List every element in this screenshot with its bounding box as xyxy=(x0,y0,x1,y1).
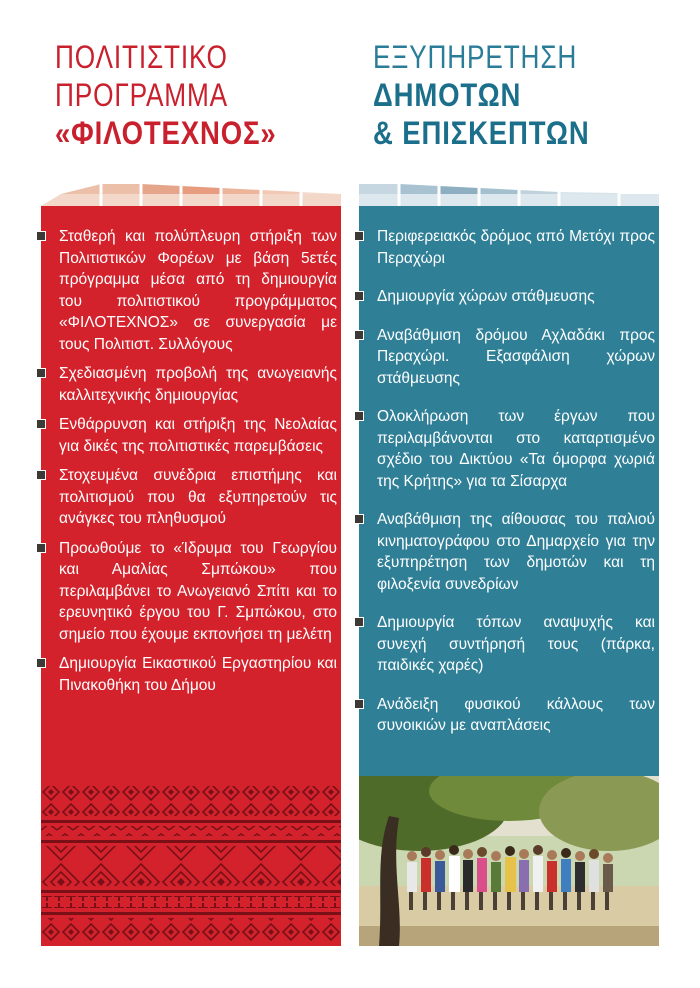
bullet-square-icon xyxy=(354,330,364,340)
bullet-square-icon xyxy=(354,411,364,421)
list-item: Περιφερειακός δρόμος από Μετόχι προς Περαχώρι xyxy=(359,226,659,269)
cultural-program-panel xyxy=(41,206,341,946)
bullet-square-icon xyxy=(36,470,46,480)
bullet-square-icon xyxy=(36,231,46,241)
list-item: Ανάδειξη φυσικού κάλλους των συνοικιών με αναπλάσεις xyxy=(359,694,659,737)
list-item: Αναβάθμιση δρόμου Αχλαδάκι προς Περαχώρι. Εξασφάλιση χώρων στάθμευσης xyxy=(359,325,659,390)
bullet-square-icon xyxy=(354,699,364,709)
citizen-services-panel xyxy=(359,206,659,776)
heading-line-1: ΠΟΛΙΤΙΣΤΙΚΟ xyxy=(55,39,228,75)
park-group-photo xyxy=(359,776,659,946)
bullet-square-icon xyxy=(36,368,46,378)
list-item: Ενθάρρυνση και στήριξη της Νεολαίας για δικές της πολιτιστικές παρεμβάσεις xyxy=(41,414,341,457)
bullet-square-icon xyxy=(354,617,364,627)
list-item: Στοχευμένα συνέδρια επιστήμης και πολιτισμού που θα εξυπηρετούν τις ανάγκες του πληθυσμού xyxy=(41,465,341,530)
heading-line-3: «ΦΙΛΟΤΕΧΝΟΣ» xyxy=(55,115,277,151)
heading-line-2: ΔΗΜΟΤΩΝ xyxy=(373,77,522,113)
list-item: Δημιουργία τόπων αναψυχής και συνεχή συντήρησή τους (πάρκα, παιδικές χαρές) xyxy=(359,612,659,677)
heading-line-2: ΠΡΟΓΡΑΜΜΑ xyxy=(55,77,228,113)
bullet-square-icon xyxy=(36,419,46,429)
list-item: Σταθερή και πολύπλευρη στήριξη των Πολιτιστικών Φορέων με βάση 5ετές πρόγραμμα μέσα από τη δημιουργία του πολιτιστικού προγράμματος «ΦΙΛΟΤΕΧΝΟΣ» σε συνεργασία με τους Πολιτιστ. Συλλόγους xyxy=(41,226,341,355)
decorative-stripe xyxy=(41,180,341,206)
list-item: Αναβάθμιση της αίθουσας του παλιού κινηματογράφου στο Δημαρχείο για την εξυπηρέτηση των δημοτών και τη φιλοξενία συνεδρίων xyxy=(359,509,659,595)
list-item: Σχεδιασμένη προβολή της ανωγειανής καλλιτεχνικής δημιουργίας xyxy=(41,363,341,406)
cultural-program-heading xyxy=(55,38,345,152)
list-item: Ολοκλήρωση των έργων που περιλαμβάνονται στο καταρτισμένο σχέδιο του Δικτύου «Τα όμορφα χωριά της Κρήτης» για τα Σίσαρχα xyxy=(359,406,659,492)
bullet-square-icon xyxy=(354,231,364,241)
bullet-square-icon xyxy=(36,658,46,668)
citizen-services-heading xyxy=(373,38,663,152)
list-item: Δημιουργία Εικαστικού Εργαστηρίου και Πινακοθήκη του Δήμου xyxy=(41,653,341,696)
bullet-square-icon xyxy=(354,291,364,301)
bullet-square-icon xyxy=(354,514,364,524)
decorative-stripe xyxy=(359,180,659,206)
heading-line-3: & ΕΠΙΣΚΕΠΤΩΝ xyxy=(373,115,590,151)
citizen-services-list xyxy=(359,226,659,754)
heading-line-1: ΕΞΥΠΗΡΕΤΗΣΗ xyxy=(373,39,578,75)
embroidery-pattern xyxy=(41,782,341,946)
cultural-program-list xyxy=(41,226,341,704)
bullet-square-icon xyxy=(36,543,46,553)
list-item: Δημιουργία χώρων στάθμευσης xyxy=(359,286,659,308)
list-item: Προωθούμε το «Ίδρυμα του Γεωργίου και Αμαλίας Σμπώκου» που περιλαμβάνει το Ανωγειανό Σπίτι και το ερευνητικό έργου του Γ. Σμπώκου, στο σημείο που έχουμε εκπονήσει τη μελέτη xyxy=(41,538,341,646)
